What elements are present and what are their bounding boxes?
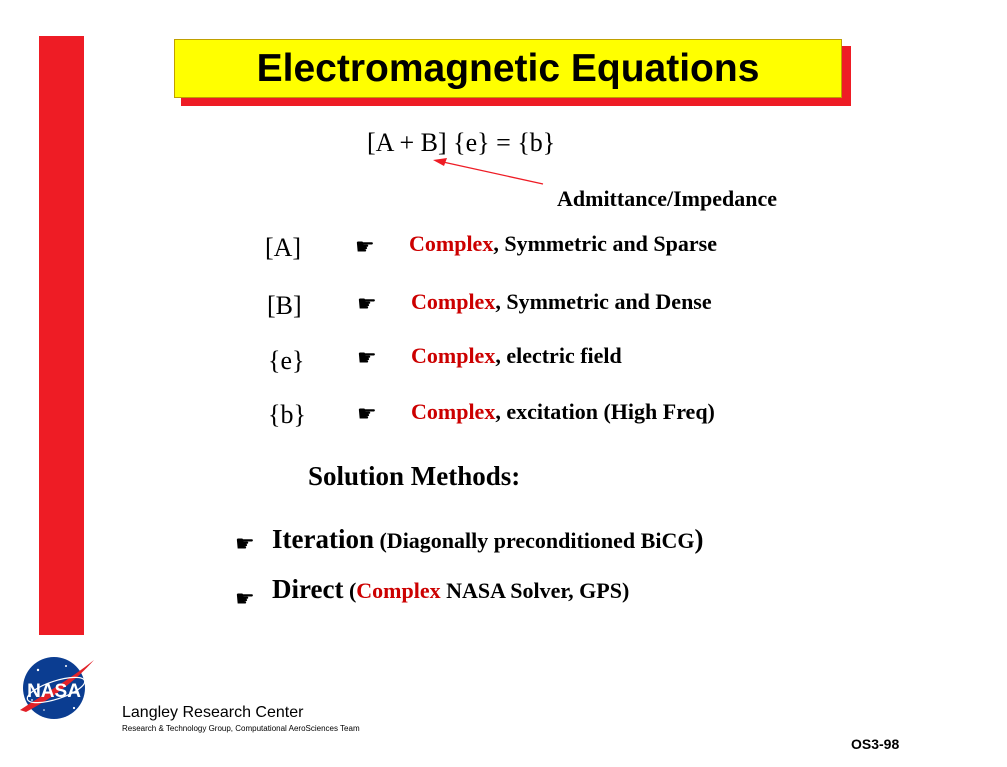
- method-detail: (Diagonally preconditioned BiCG: [373, 528, 695, 553]
- method-detail: NASA Solver, GPS): [440, 578, 630, 603]
- pointing-hand-icon: ☛: [235, 586, 255, 611]
- term-description-bvec: [411, 399, 715, 425]
- annotation-arrow: [425, 150, 555, 195]
- term-symbol-e: {e}: [268, 346, 305, 375]
- equation: [A + B] {e} = {b}: [367, 128, 556, 157]
- team-name: Research & Technology Group, Computational AeroSciences Team: [122, 724, 360, 733]
- pointing-hand-icon: ☛: [235, 531, 255, 556]
- term-symbol-b: [B]: [267, 291, 302, 320]
- term-rest: , Symmetric and Dense: [495, 289, 712, 314]
- page-title: Electromagnetic Equations: [256, 47, 760, 90]
- term-highlight: Complex: [411, 289, 496, 314]
- solution-methods-heading: Solution Methods:: [308, 461, 521, 491]
- method-highlight: Complex: [356, 578, 441, 603]
- left-accent-bar: [39, 36, 84, 635]
- logo-text: NASA: [27, 681, 81, 702]
- slide-code: OS3-98: [851, 736, 900, 752]
- term-description-e: [411, 343, 622, 369]
- pointing-hand-icon: ☛: [357, 345, 377, 370]
- term-symbol-bvec: {b}: [268, 400, 306, 429]
- pointing-hand-icon: ☛: [357, 291, 377, 316]
- method-name: Direct: [272, 574, 344, 604]
- term-rest: , electric field: [495, 343, 622, 368]
- method-name: Iteration: [272, 524, 374, 554]
- term-rest: , Symmetric and Sparse: [493, 231, 717, 256]
- term-highlight: Complex: [411, 399, 496, 424]
- term-symbol-a: [A]: [265, 233, 302, 262]
- method-detail-open: (: [343, 578, 357, 603]
- method-detail-close: ): [694, 524, 704, 554]
- term-description-b: [411, 289, 712, 315]
- method-direct: [272, 574, 629, 605]
- pointing-hand-icon: ☛: [355, 234, 375, 259]
- term-highlight: Complex: [411, 343, 496, 368]
- term-rest: , excitation (High Freq): [495, 399, 715, 424]
- method-iteration: [272, 524, 703, 555]
- annotation-label: Admittance/Impedance: [557, 186, 777, 211]
- pointing-hand-icon: ☛: [357, 401, 377, 426]
- term-highlight: Complex: [409, 231, 494, 256]
- nasa-logo-icon: [14, 652, 96, 724]
- term-description-a: [409, 231, 717, 257]
- organization-name: Langley Research Center: [122, 704, 304, 721]
